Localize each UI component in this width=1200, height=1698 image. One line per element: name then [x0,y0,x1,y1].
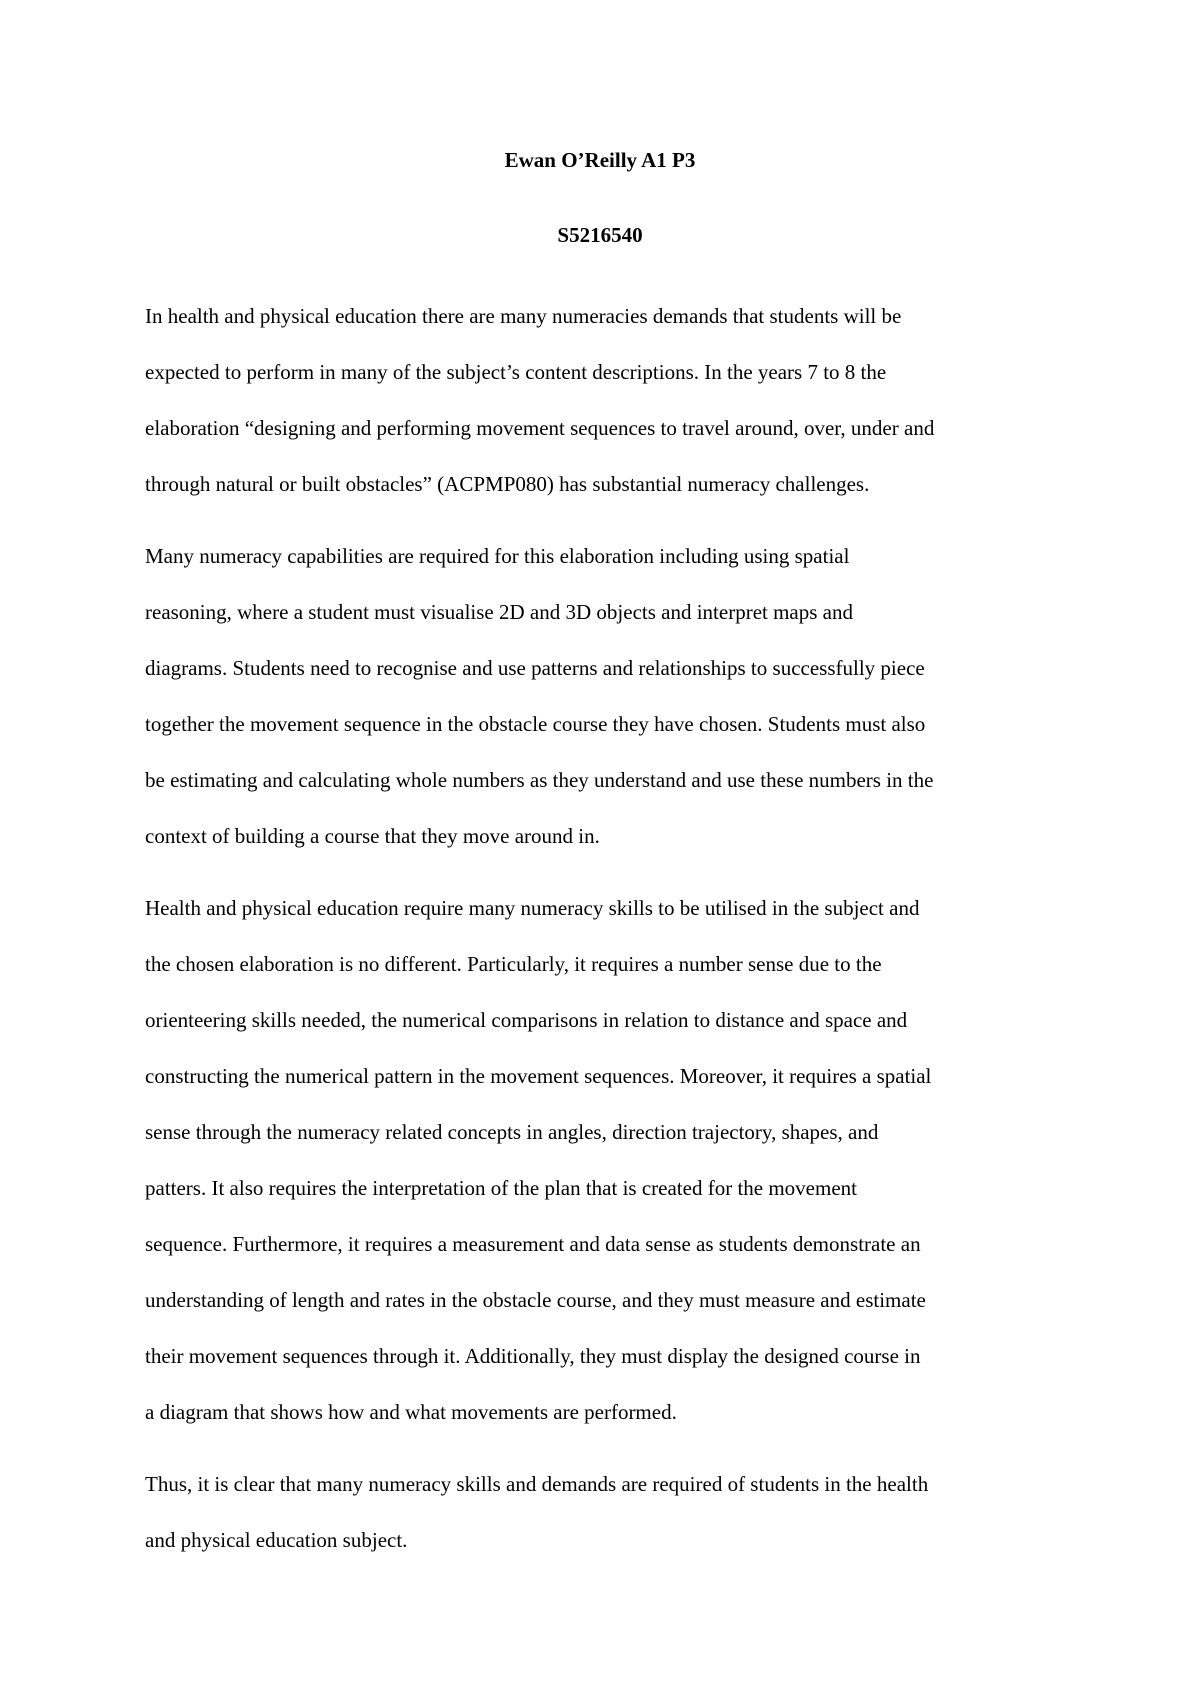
text-line: and physical education subject. [145,1528,408,1552]
text-line: through natural or built obstacles” (ACPMP080) has substantial numeracy challenges. [145,472,870,496]
text-line: expected to perform in many of the subject’s content descriptions. In the years 7 to 8 the [145,360,887,384]
text-line: the chosen elaboration is no different. Particularly, it requires a number sense due to the [145,952,882,976]
document-body [145,288,1065,1584]
student-id: S5216540 [557,223,643,247]
paragraph [145,288,1065,512]
text-line: their movement sequences through it. Additionally, they must display the designed course in [145,1344,921,1368]
text-line: together the movement sequence in the obstacle course they have chosen. Students must also [145,712,926,736]
text-line: understanding of length and rates in the obstacle course, and they must measure and estimate [145,1288,926,1312]
text-line: Many numeracy capabilities are required for this elaboration including using spatial [145,544,850,568]
text-line: diagrams. Students need to recognise and use patterns and relationships to successfully piece [145,656,925,680]
text-line: Health and physical education require many numeracy skills to be utilised in the subject and [145,896,920,920]
text-line: context of building a course that they move around in. [145,824,600,848]
text-line: sequence. Furthermore, it requires a measurement and data sense as students demonstrate an [145,1232,921,1256]
text-line: be estimating and calculating whole numbers as they understand and use these numbers in the [145,768,934,792]
paragraph [145,528,1065,864]
document-title: Ewan O’Reilly A1 P3 [504,148,696,172]
text-line: orienteering skills needed, the numerical comparisons in relation to distance and space and [145,1008,908,1032]
paragraph [145,1456,1065,1568]
text-line: reasoning, where a student must visualise 2D and 3D objects and interpret maps and [145,600,853,624]
text-line: patters. It also requires the interpretation of the plan that is created for the movement [145,1176,857,1200]
text-line: constructing the numerical pattern in the movement sequences. Moreover, it requires a spatial [145,1064,932,1088]
text-line: Thus, it is clear that many numeracy skills and demands are required of students in the health [145,1472,929,1496]
text-line: a diagram that shows how and what movements are performed. [145,1400,677,1424]
text-line: sense through the numeracy related concepts in angles, direction trajectory, shapes, and [145,1120,879,1144]
text-line: elaboration “designing and performing movement sequences to travel around, over, under and [145,416,935,440]
paragraph [145,880,1065,1440]
text-line: In health and physical education there are many numeracies demands that students will be [145,304,902,328]
